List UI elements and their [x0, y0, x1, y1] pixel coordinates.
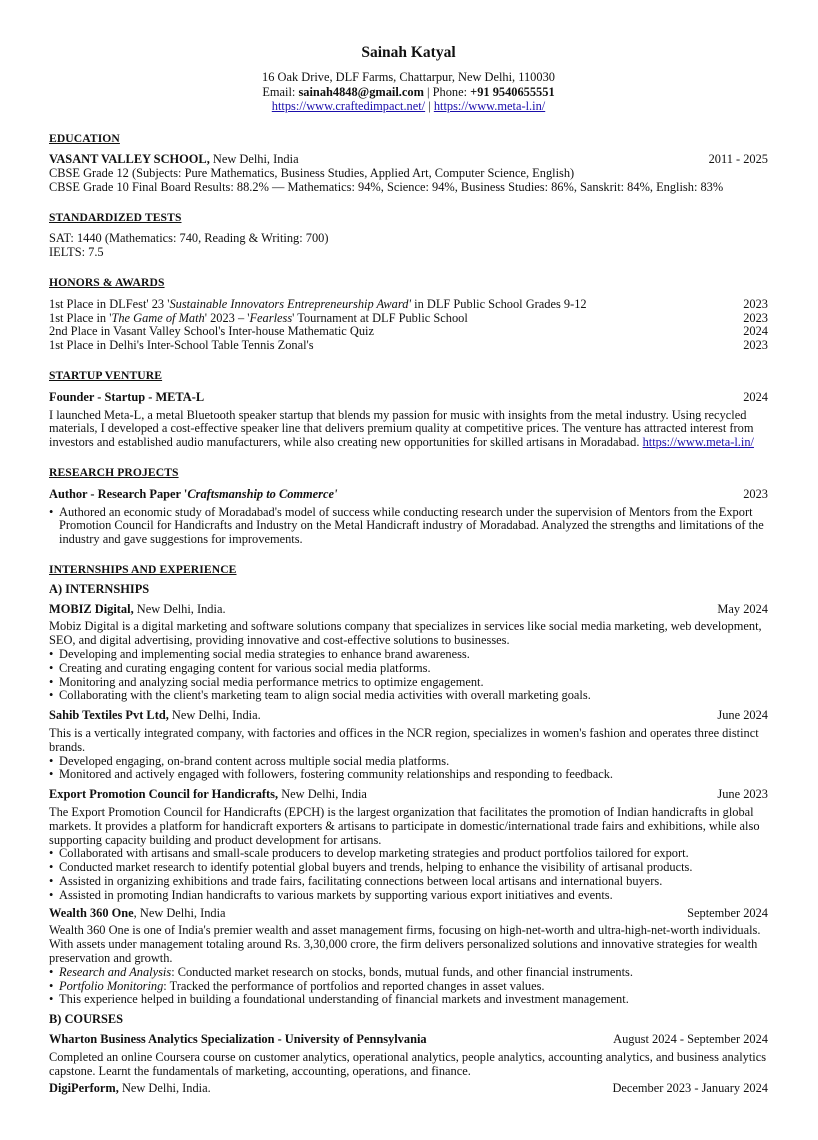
list-item: • Assisted in promoting Indian handicrafts to various markets by supporting various export initiatives and events.	[49, 889, 768, 903]
experience-heading: INTERNSHIPS AND EXPERIENCE	[49, 563, 237, 577]
award-item: 2nd Place in Vasant Valley School's Inter-house Mathematic Quiz 2024	[49, 324, 768, 339]
award-item: 1st Place in DLFest' 23 'Sustainable Innovators Entrepreneurship Award' in DLF Public School Grades 9-12 2023	[49, 296, 768, 311]
candidate-name: Sainah Katyal	[361, 44, 456, 61]
list-item: • Research and Analysis: Conducted market research on stocks, bonds, mutual funds, and other financial instruments.	[49, 966, 768, 980]
resume-page	[49, 0, 768, 1096]
startup-heading: STARTUP VENTURE	[49, 369, 163, 383]
education-entry: VASANT VALLEY SCHOOL, New Delhi, India 2011 - 2025	[49, 152, 768, 167]
digiperform-title-row: DigiPerform, New Delhi, India. December 2023 - January 2024	[49, 1081, 768, 1096]
list-item: • Creating and curating engaging content for various social media platforms.	[49, 662, 768, 676]
sahib-title-row: Sahib Textiles Pvt Ltd, New Delhi, India. June 2024	[49, 708, 768, 723]
wealth-description: Wealth 360 One is one of India's premier wealth and asset management firms, focusing on high-net-worth and ultra-high-net-worth individuals. With assets under management totaling around Rs. 3,30,000 crore, the firm delivers personalized solutions and innovative strategies for wealth preservation and growth.	[49, 923, 761, 965]
startup-title: Founder - Startup - META-L	[49, 389, 205, 404]
honors-heading: HONORS & AWARDS	[49, 276, 165, 290]
epch-title-row: Export Promotion Council for Handicrafts, New Delhi, India June 2023	[49, 787, 768, 802]
courses-subheading: B) COURSES	[49, 1012, 124, 1027]
phone: +91 9540655551	[470, 84, 555, 99]
list-item: • Assisted in organizing exhibitions and trade fairs, facilitating connections between local artisans and international buyers.	[49, 875, 768, 889]
list-item: • Monitoring and analyzing social media performance metrics to optimize engagement.	[49, 676, 768, 690]
list-item: • Developing and implementing social media strategies to enhance brand awareness.	[49, 648, 768, 662]
meta-l-link[interactable]: https://www.meta-l.in/	[642, 435, 754, 450]
mobiz-title-row: MOBIZ Digital, New Delhi, India. May 2024	[49, 601, 768, 616]
list-item: • Developed engaging, on-brand content across multiple social media platforms.	[49, 755, 768, 769]
email: sainah4848@gmail.com	[298, 84, 424, 99]
mobiz-description: Mobiz Digital is a digital marketing and software solutions company that specializes in services like social media marketing, web development, SEO, and digital advertising, providing innovative and cost-effective solutions to businesses.	[49, 619, 762, 648]
contact-line: Email: sainah4848@gmail.com | Phone: +91 9540655551	[262, 84, 555, 99]
school-name: VASANT VALLEY SCHOOL,	[49, 152, 210, 167]
wharton-title-row: Wharton Business Analytics Specialization - University of Pennsylvania August 2024 - September 2024	[49, 1031, 768, 1046]
sat-score: SAT: 1440 (Mathematics: 740, Reading & Writing: 700)	[49, 231, 329, 246]
wealth-title-row: Wealth 360 One, New Delhi, India September 2024	[49, 905, 768, 920]
education-years: 2011 - 2025	[708, 152, 768, 167]
education-line: CBSE Grade 12 (Subjects: Pure Mathematics, Business Studies, Applied Art, Computer Science, English)	[49, 166, 575, 181]
list-item: • Monitored and actively engaged with followers, fostering community relationships and responding to feedback.	[49, 768, 768, 782]
startup-description: I launched Meta-L, a metal Bluetooth speaker startup that blends my passion for music with insights from the metal industry. Using recycled materials, I developed a cost-effective speaker line that delivers premium quality at competitive prices. The venture has attracted interest from investors and established audio manufacturers, while also creating new opportunities for skilled artisans in Moradabad. https://www.meta-l.in/	[49, 407, 754, 450]
internships-subheading: A) INTERNSHIPS	[49, 581, 150, 596]
research-heading: RESEARCH PROJECTS	[49, 466, 179, 480]
research-title-row: Author - Research Paper 'Craftsmanship to Commerce' 2023	[49, 486, 768, 501]
address: 16 Oak Drive, DLF Farms, Chattarpur, New Delhi, 110030	[262, 70, 555, 84]
tests-heading: STANDARDIZED TESTS	[49, 210, 182, 224]
list-item: • Collaborating with the client's marketing team to align social media activities with overall marketing goals.	[49, 689, 768, 703]
epch-description: The Export Promotion Council for Handicrafts (EPCH) is the largest organization that facilitates the promotion of Indian handicrafts in global markets. It provides a platform for handicraft exporters & artisans to participate in domestic/international trade fairs and exhibitions, while also supporting capacity building and product development for artisans.	[49, 804, 760, 847]
sahib-description: This is a vertically integrated company, with factories and offices in the NCR region, specializes in women's fashion and operates three distinct brands.	[49, 726, 759, 754]
list-item: • Portfolio Monitoring: Tracked the performance of portfolios and reported changes in asset values.	[49, 980, 768, 994]
research-bullet: • Authored an economic study of Moradabad's model of success while conducting research under the supervision of Mentors from the Export Promotion Council for Handicrafts and Industry on the Metal Handicraft industry of Moradabad. Analyzed the strengths and limitations of the industry and gave suggestions for improvements.	[49, 506, 768, 547]
list-item: • This experience helped in building a foundational understanding of financial markets and investment management.	[49, 993, 768, 1007]
award-item: 1st Place in 'The Game of Math' 2023 – 'Fearless' Tournament at DLF Public School 2023	[49, 310, 768, 325]
list-item: • Collaborated with artisans and small-scale producers to develop marketing strategies and product portfolios tailored for export.	[49, 847, 768, 861]
resume-header	[49, 0, 768, 114]
education-heading: EDUCATION	[49, 131, 120, 145]
links-line: https://www.craftedimpact.net/ | https://www.meta-l.in/	[271, 99, 546, 113]
startup-title-row: Founder - Startup - META-L 2024	[49, 389, 768, 404]
wharton-description: Completed an online Coursera course on customer analytics, operational analytics, people analytics, accounting analytics, and business analytics capstone. Learnt the fundamentals of marketing, accounting, operations, and finance.	[49, 1049, 767, 1078]
ielts-score: IELTS: 7.5	[49, 245, 104, 260]
meta-l-link[interactable]: https://www.meta-l.in/	[433, 99, 546, 113]
education-line: CBSE Grade 10 Final Board Results: 88.2% — Mathematics: 94%, Science: 94%, Business Studies: 86%, Sanskrit: 84%, English: 83%	[49, 179, 724, 194]
crafted-impact-link[interactable]: https://www.craftedimpact.net/	[271, 99, 426, 113]
list-item: • Conducted market research to identify potential global buyers and trends, helping to enhance the visibility of artisanal products.	[49, 861, 768, 875]
award-item: 1st Place in Delhi's Inter-School Table Tennis Zonal's 2023	[49, 338, 768, 353]
